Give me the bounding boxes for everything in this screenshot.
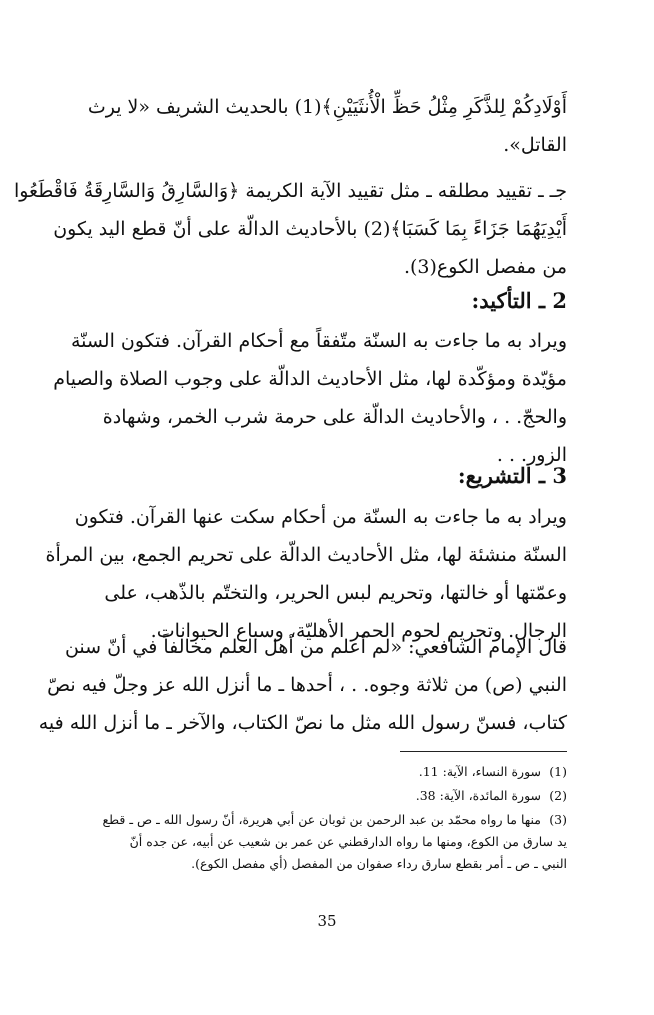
- section-heading-confirmation: [95, 281, 567, 321]
- page-number: 35: [317, 912, 337, 930]
- text-line: السنّة منشئة لها، مثل الأحاديث الدالّة على تحريم الجمع، بين المرأة: [45, 544, 567, 566]
- footnote-2: [95, 785, 567, 807]
- footnote-1: [95, 761, 567, 783]
- text-line: النبي (ص) من ثلاثة وجوه. . ، أحدها ـ ما أنزل الله عز وجلّ فيه نصّ: [47, 674, 567, 696]
- text-line: مؤيّدة ومؤكّدة لها، مثل الأحاديث الدالّة على وجوب الصلاة والصيام: [53, 368, 567, 390]
- paragraph-restriction: [13, 172, 567, 286]
- footnote-text: منها ما رواه محمّد بن عبد الرحمن بن ثوبان عن أبي هريرة، أنّ رسول الله ـ ص ـ قطع: [102, 812, 541, 827]
- heading-text: 3 ـ التشريع:: [457, 463, 567, 488]
- text-line: وعمّتها أو خالتها، وتحريم لبس الحرير، والتختّم بالذّهب، على: [104, 582, 567, 604]
- text-line: أَيْدِيَهُمَا جَزَاءً بِمَا كَسَبَا﴾(2) بالأحاديث الدالّة على أنّ قطع اليد يكون: [53, 218, 567, 240]
- section-heading-legislation: [95, 456, 567, 496]
- footnote-text: سورة المائدة، الآية: 38.: [415, 788, 541, 803]
- heading-text: 2 ـ التأكيد:: [471, 288, 567, 313]
- footnote-number: (3): [549, 812, 567, 827]
- paragraph-shafii-quote: [38, 628, 567, 742]
- text-line: أَوْلَادِكُمْ لِلذَّكَرِ مِثْلُ حَظِّ الْأُنثَيَيْنِ﴾(1) بالحديث الشريف «لا يرث: [87, 96, 567, 118]
- footnote-line: [95, 785, 567, 807]
- footnote-number: (2): [549, 788, 567, 803]
- text-line: جـ ـ تقييد مطلقه ـ مثل تقييد الآية الكريمة ﴿وَالسَّارِقُ وَالسَّارِقَةُ فَاقْطَعُوا: [13, 180, 567, 202]
- text-line: من مفصل الكوع(3).: [403, 256, 567, 278]
- text-line: الزور. . .: [496, 444, 567, 466]
- footnote-separator: [400, 751, 567, 752]
- footnote-number: (1): [549, 764, 567, 779]
- text-line: كتاب، فسنّ رسول الله مثل ما نصّ الكتاب، والآخر ـ ما أنزل الله فيه: [38, 712, 567, 734]
- footnote-line: النبي ـ ص ـ أمر بقطع سارق رداء صفوان من المفصل (أي مفصل الكوع).: [191, 856, 567, 871]
- paragraph-quran-specification: [87, 88, 567, 164]
- footnote-line: يد سارق من الكوع، ومنها ما رواه الدارقطني عن عمر بن شعيب عن أبيه، عن جده أنّ: [129, 834, 567, 849]
- text-line: القاتل».: [503, 134, 567, 156]
- text-line: والحجّ. . ، والأحاديث الدالّة على حرمة شرب الخمر، وشهادة: [102, 406, 567, 428]
- text-line: ويراد به ما جاءت به السنّة من أحكام سكت عنها القرآن. فتكون: [74, 506, 567, 528]
- text-line: الرجال. وتحريم لحوم الحمر الأهليّة، وسباع الحيوانات.: [150, 620, 567, 642]
- text-line: ويراد به ما جاءت به السنّة متّفقاً مع أحكام القرآن. فتكون السنّة: [70, 330, 567, 352]
- footnote-line: [95, 809, 567, 831]
- footnote-3: [95, 809, 567, 875]
- footnote-line: [95, 761, 567, 783]
- text-line: قال الإمام الشافعي: «لم أعلم من أهل العلم مخالفاً في أنّ سنن: [64, 636, 567, 658]
- paragraph-confirmation: [53, 322, 567, 474]
- footnote-text: سورة النساء، الآية: 11.: [418, 764, 541, 779]
